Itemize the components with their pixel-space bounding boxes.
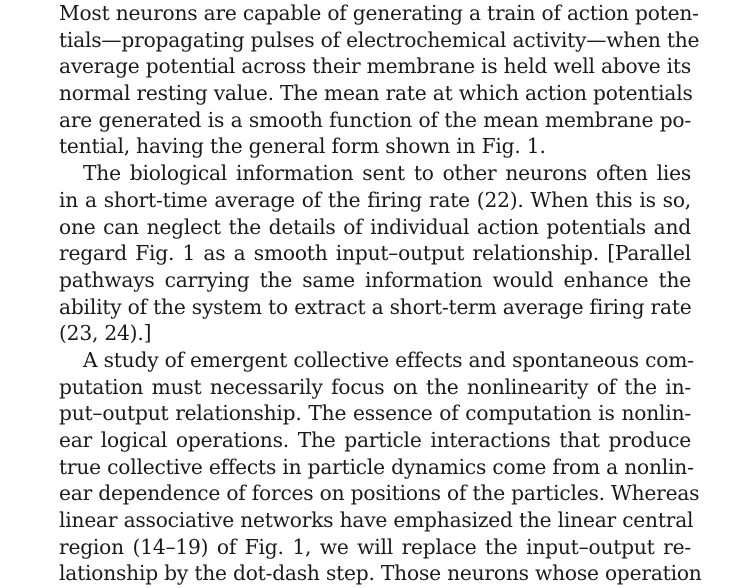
text-line: one can neglect the details of individual action potentials and xyxy=(59,214,691,239)
text-line: true collective effects in particle dynamics come from a nonlin- xyxy=(59,454,694,479)
paragraph-3 xyxy=(59,347,702,587)
text-line: in a short-time average of the firing rate (22). When this is so, xyxy=(59,187,691,212)
text-line: putation must necessarily focus on the nonlinearity of the in- xyxy=(59,374,691,399)
article-body xyxy=(59,0,702,587)
text-line: ear dependence of forces on positions of the particles. Whereas xyxy=(59,481,700,506)
text-line: (23, 24).] xyxy=(59,321,152,346)
text-line: Most neurons are capable of generating a train of action poten- xyxy=(59,1,699,25)
text-line: ability of the system to extract a short-term average firing rate xyxy=(59,294,692,319)
text-line: are generated is a smooth function of the mean membrane po- xyxy=(59,107,691,132)
paragraph-2 xyxy=(59,160,691,347)
text-line: pathways carrying the same information would enhance the xyxy=(59,267,691,292)
text-line: ear logical operations. The particle interactions that produce xyxy=(59,428,691,452)
text-line: regard Fig. 1 as a smooth input–output relationship. [Parallel xyxy=(59,241,691,266)
text-line: normal resting value. The mean rate at which action potentials xyxy=(59,81,693,106)
text-line: A study of emergent collective effects and spontaneous com- xyxy=(83,347,694,372)
text-line: average potential across their membrane is held well above its xyxy=(59,54,691,79)
text-line: The biological information sent to other neurons often lies xyxy=(83,161,691,186)
text-line: linear associative networks have emphasized the linear central xyxy=(59,508,694,533)
text-line: put–output relationship. The essence of computation is nonlin- xyxy=(59,401,691,426)
text-line: tential, having the general form shown in Fig. 1. xyxy=(59,134,546,159)
paragraph-1 xyxy=(59,0,700,160)
text-line: lationship by the dot-dash step. Those neurons whose operation xyxy=(59,561,702,586)
text-line: region (14–19) of Fig. 1, we will replace the input–output re- xyxy=(59,534,691,559)
text-line: tials—propagating pulses of electrochemical activity—when the xyxy=(59,27,700,52)
